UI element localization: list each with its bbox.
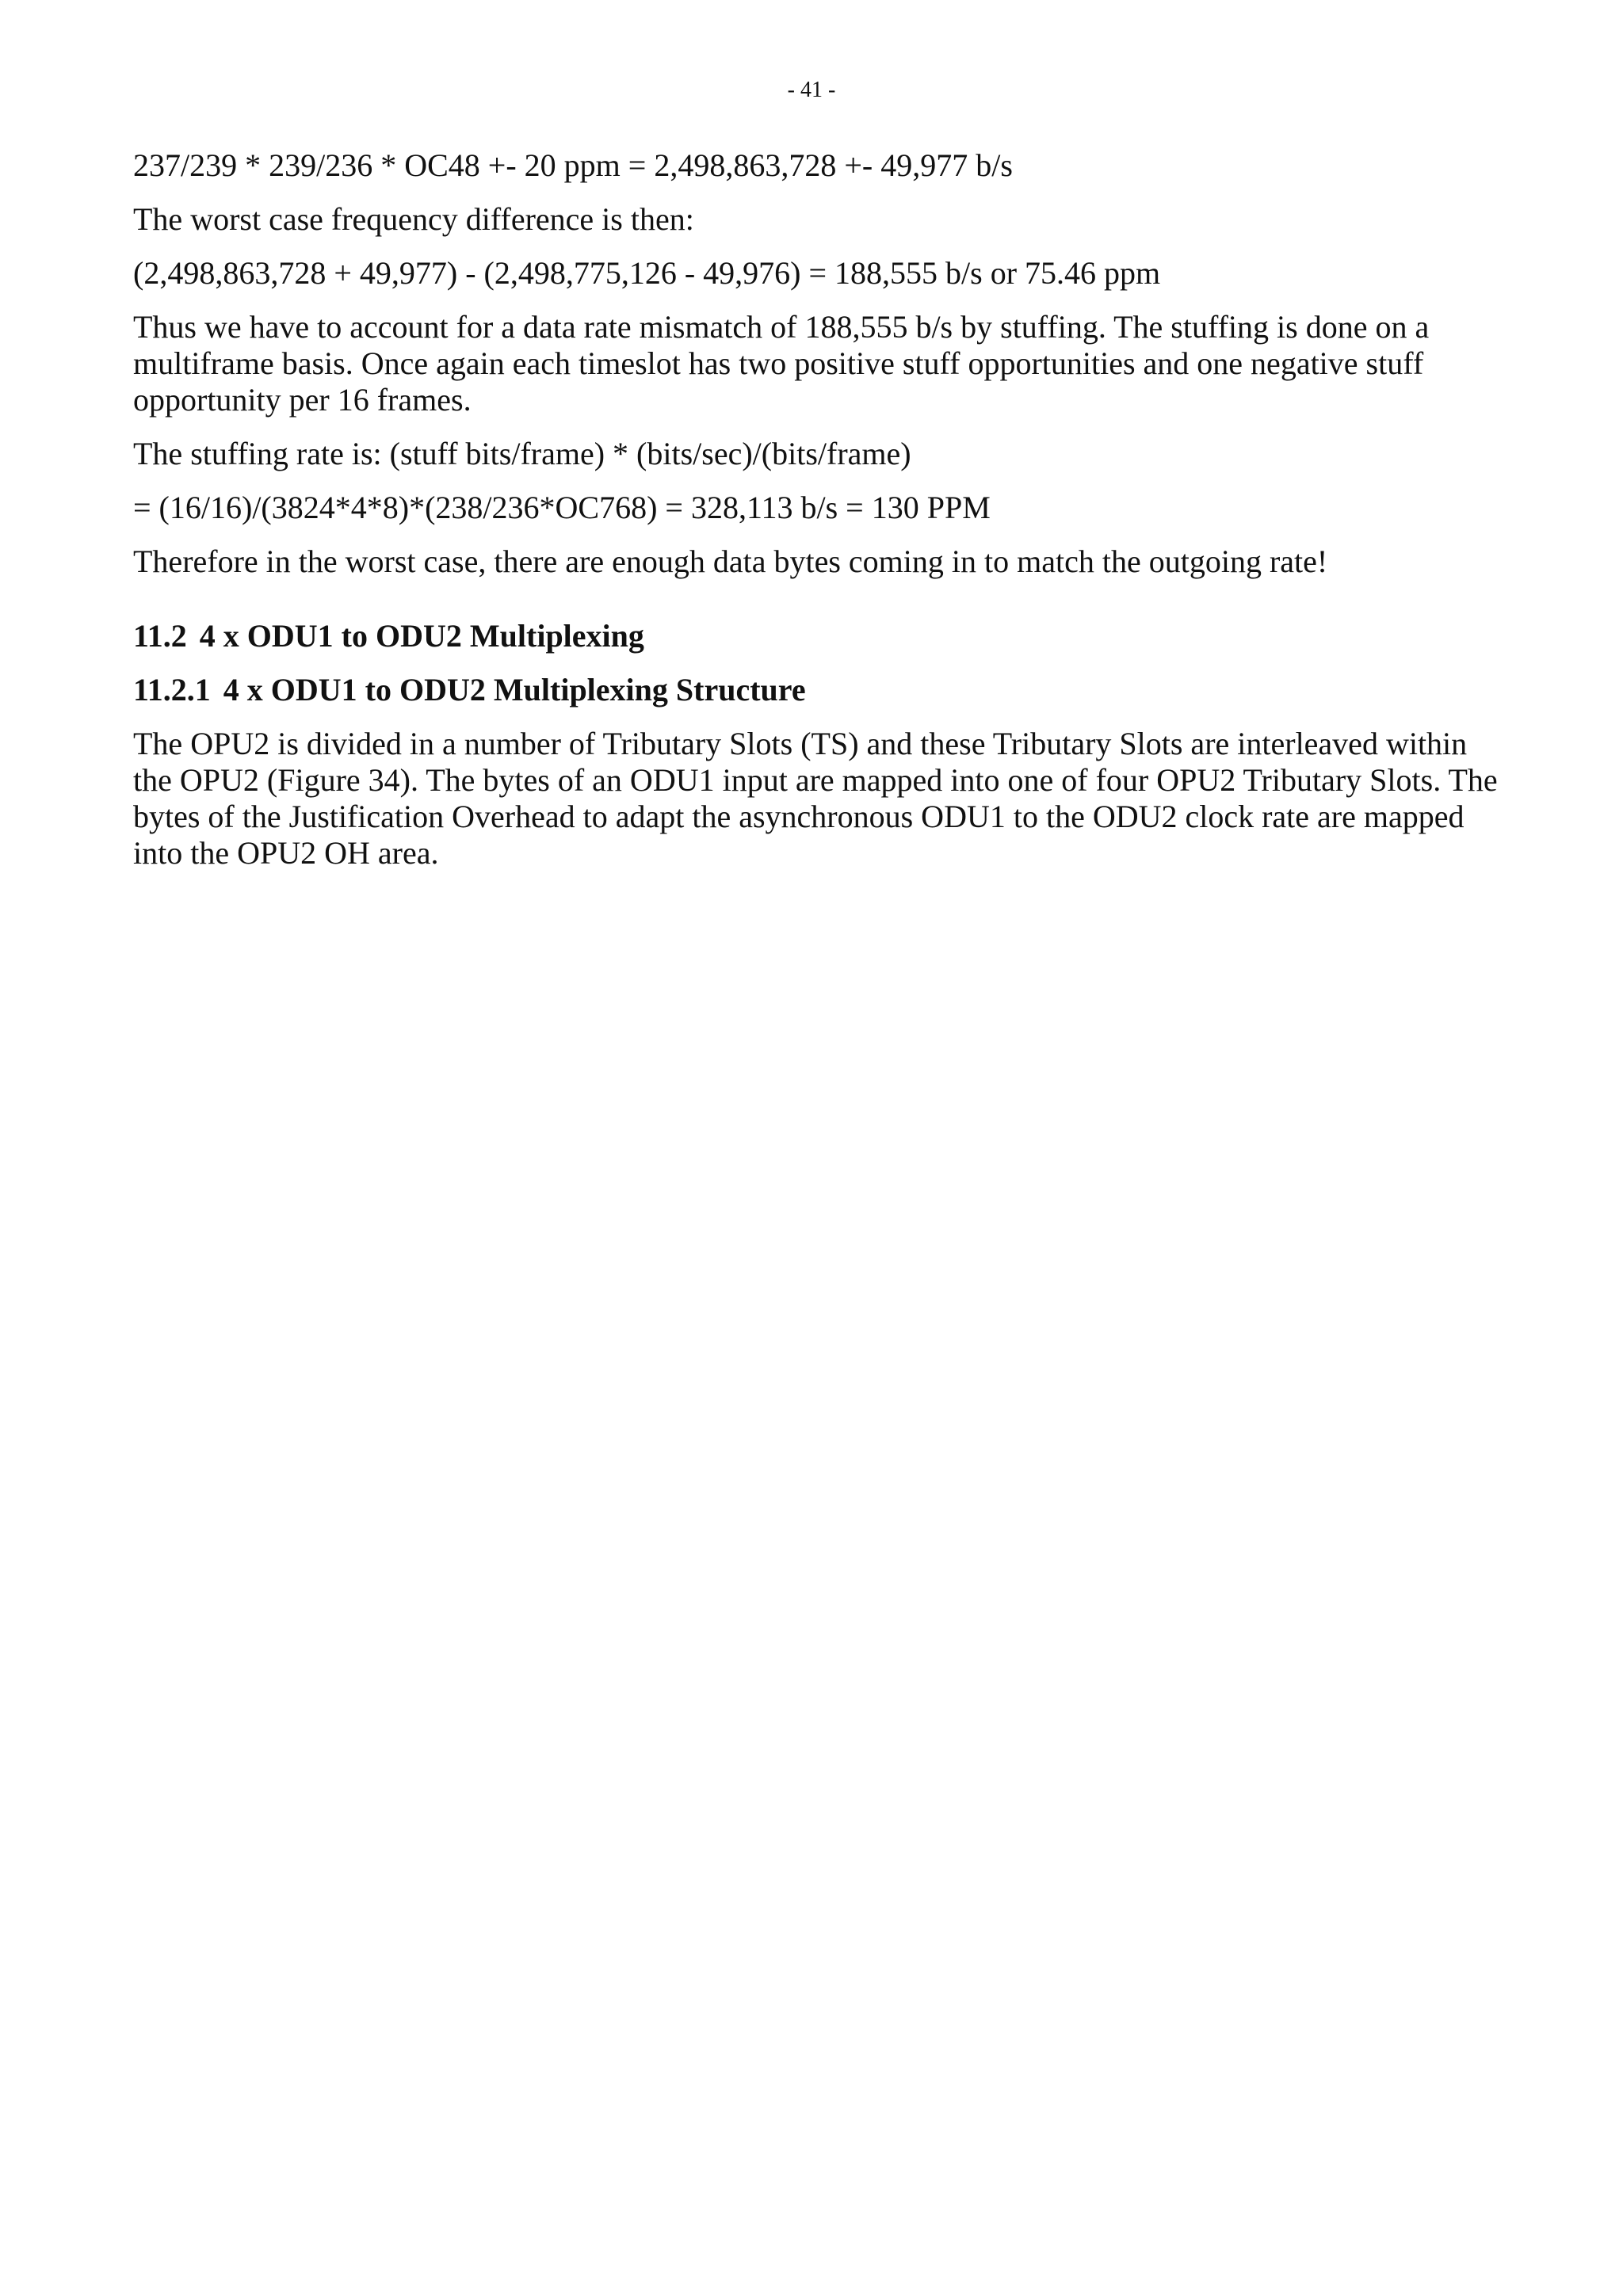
paragraph-worst-case-intro: The worst case frequency difference is then: — [133, 201, 694, 237]
paragraph-stuffing-mismatch: Thus we have to account for a data rate mismatch of 188,555 b/s by stuffing. The stuffing is done on a multiframe basis. Once again each timeslot has two positive stuff opportunities and one negative stuff opportunity per 16 frames. — [133, 309, 1430, 418]
section-title: 4 x ODU1 to ODU2 Multiplexing — [199, 618, 644, 654]
section-number: 11.2.1 — [133, 672, 211, 707]
paragraph-opu2-structure: The OPU2 is divided in a number of Tributary Slots (TS) and these Tributary Slots are interleaved within the OPU2 (Figure 34). The bytes of an ODU1 input are mapped into one of four OPU2 Tributary Slots. The bytes of the Justification Overhead to adapt the asynchronous ODU1 to the ODU2 clock rate are mapped into the OPU2 OH area. — [133, 726, 1498, 871]
section-heading-11-2 — [133, 618, 1512, 654]
document-body — [133, 147, 1512, 889]
section-heading-11-2-1 — [133, 672, 1512, 708]
equation-rate: 237/239 * 239/236 * OC48 +- 20 ppm = 2,498,863,728 +- 49,977 b/s — [133, 147, 1013, 183]
equation-frequency-difference: (2,498,863,728 + 49,977) - (2,498,775,126 - 49,976) = 188,555 b/s or 75.46 ppm — [133, 255, 1161, 291]
section-number: 11.2 — [133, 618, 187, 654]
page-number: - 41 - — [787, 78, 836, 102]
paragraph-stuffing-rate-formula: The stuffing rate is: (stuff bits/frame) * (bits/sec)/(bits/frame) — [133, 436, 911, 471]
section-title: 4 x ODU1 to ODU2 Multiplexing Structure — [223, 672, 806, 707]
paragraph-conclusion: Therefore in the worst case, there are enough data bytes coming in to match the outgoing rate! — [133, 543, 1328, 579]
equation-stuffing-rate: = (16/16)/(3824*4*8)*(238/236*OC768) = 328,113 b/s = 130 PPM — [133, 490, 991, 525]
